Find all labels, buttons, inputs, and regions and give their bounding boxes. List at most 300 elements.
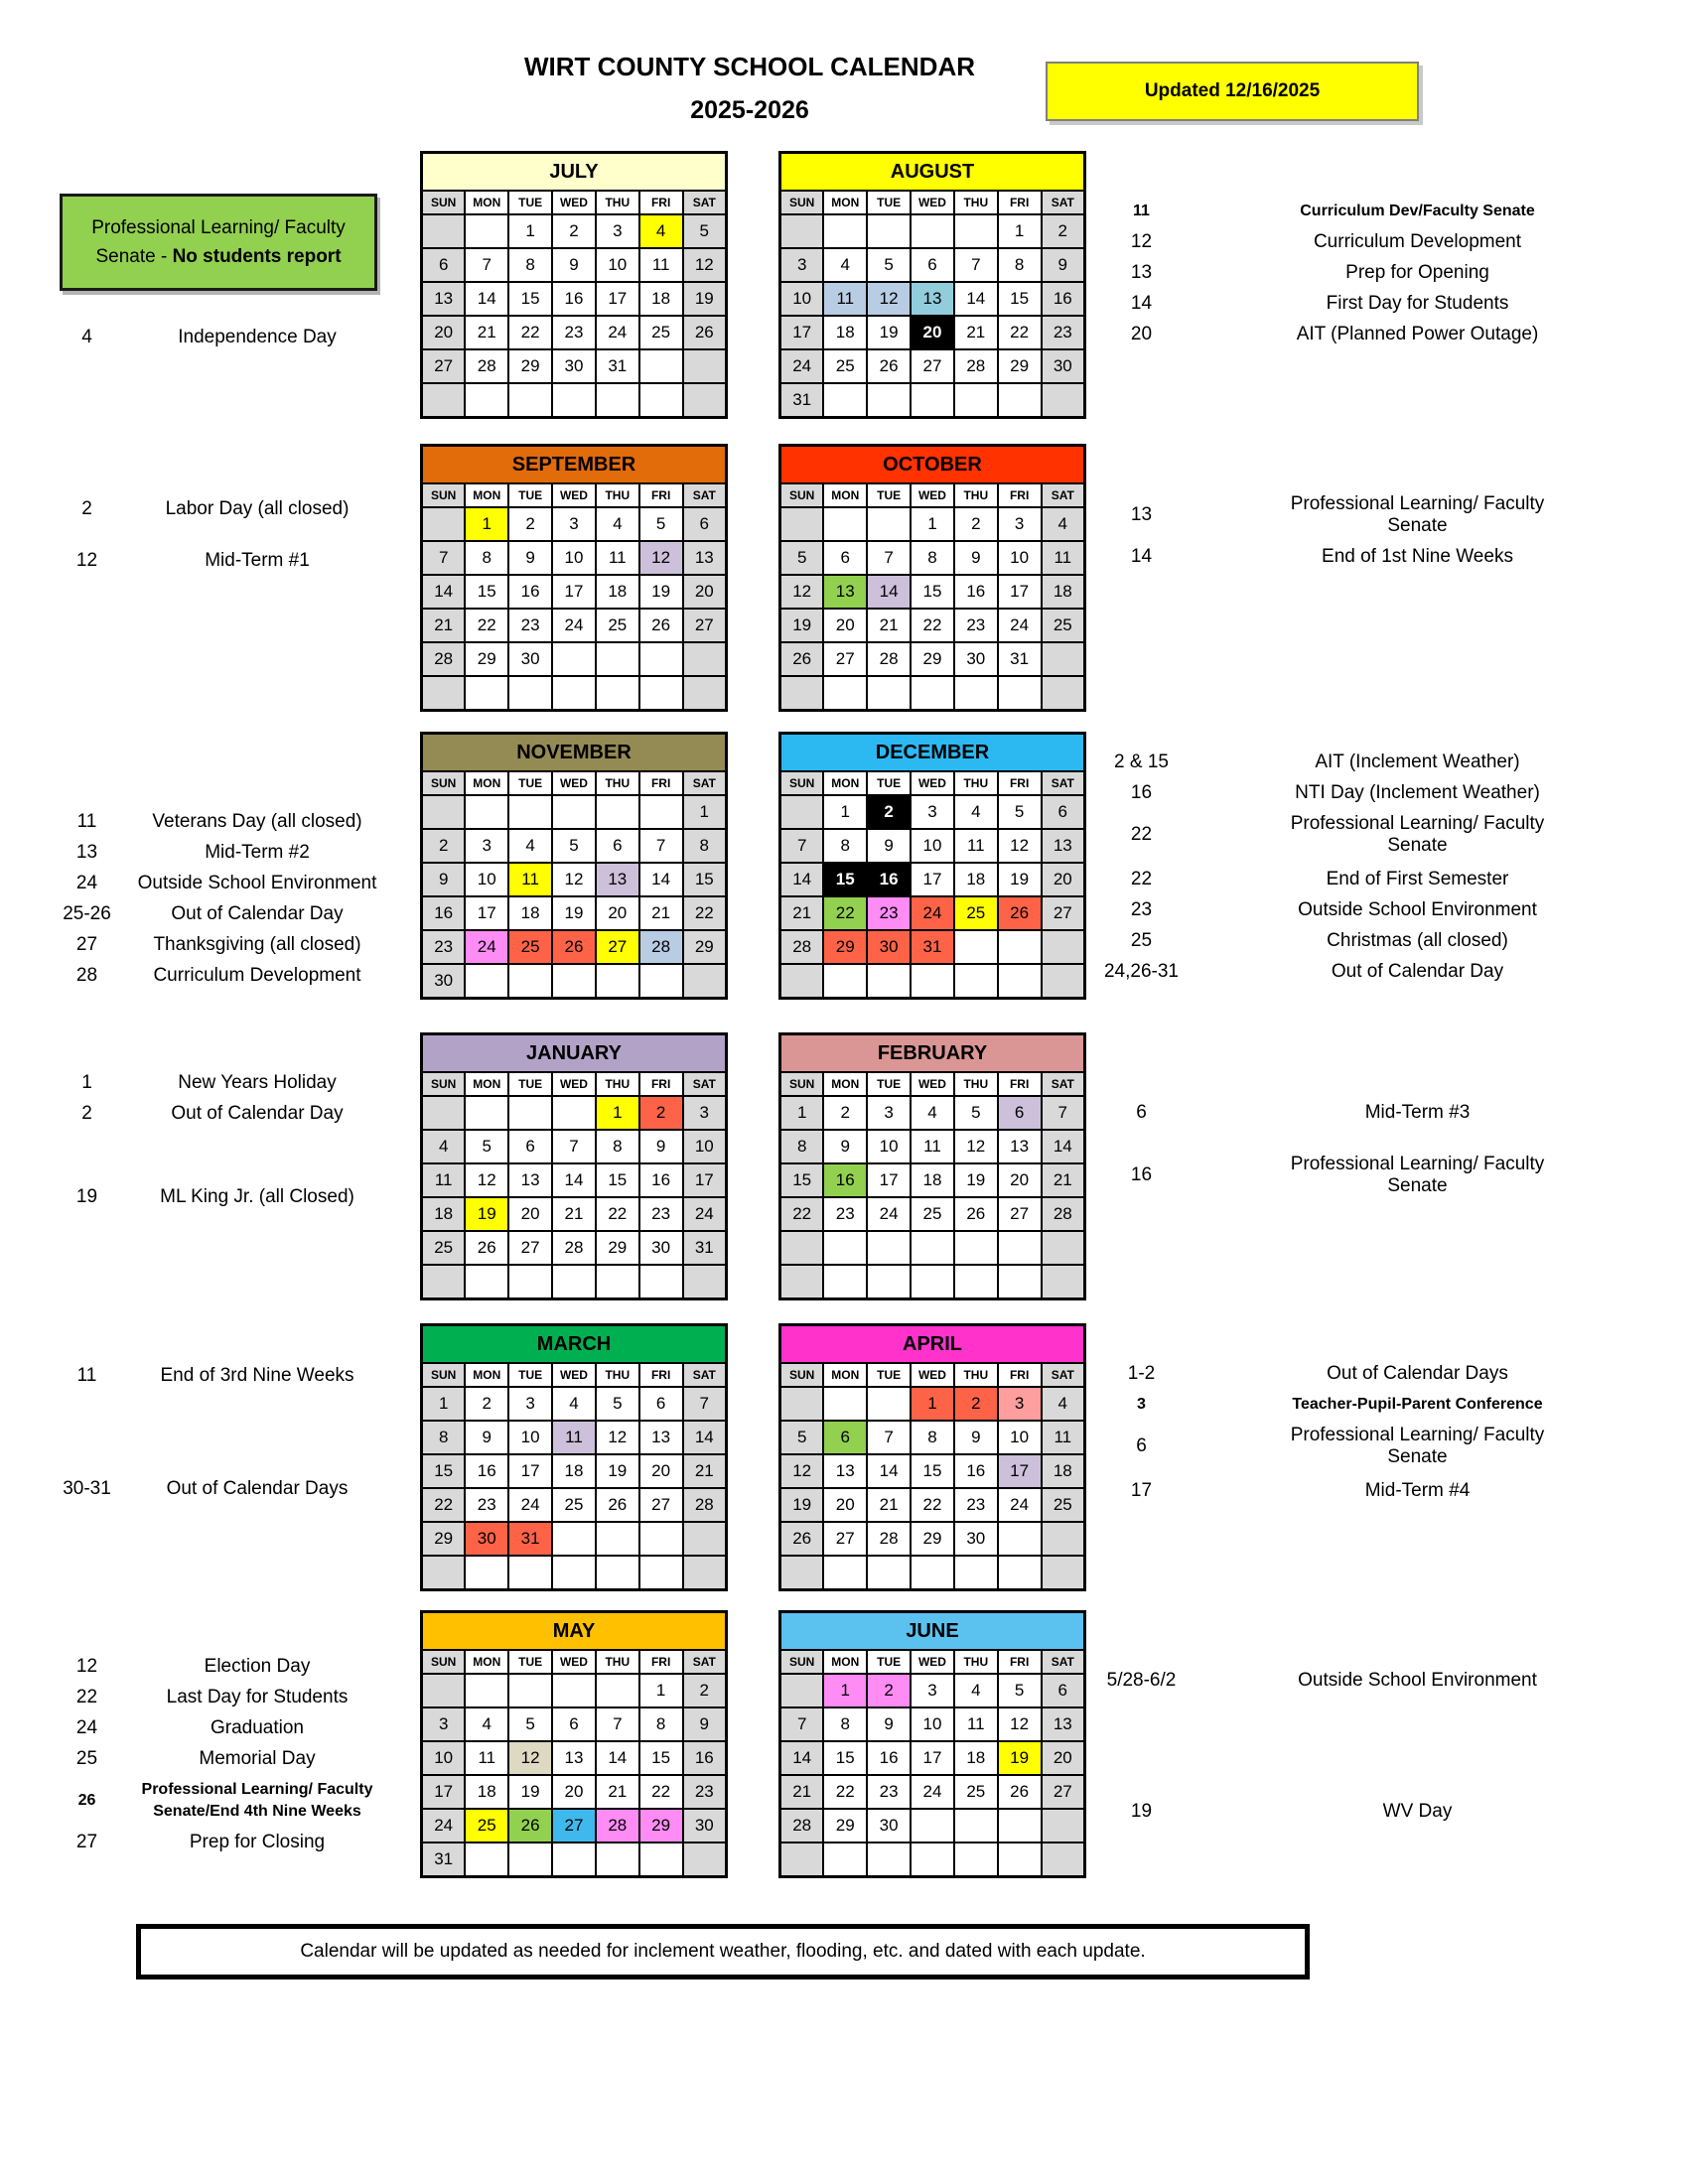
day-cell: 30 (683, 1809, 727, 1843)
dow-cell: SAT (1042, 771, 1085, 795)
month-calendar-april (778, 1323, 1086, 1591)
day-cell: 23 (465, 1488, 508, 1522)
day-cell: 23 (639, 1197, 683, 1231)
empty-cell (639, 964, 683, 999)
empty-cell (1042, 930, 1085, 964)
day-cell: 9 (465, 1421, 508, 1454)
empty-cell (552, 964, 596, 999)
left-annotations-jan (0, 1032, 380, 1217)
day-cell: 24 (998, 1488, 1042, 1522)
empty-cell (465, 1843, 508, 1877)
day-cell: 23 (867, 896, 911, 930)
day-cell: 6 (911, 248, 954, 282)
annotation-row (1094, 546, 1646, 568)
day-cell: 22 (823, 1775, 867, 1809)
annotation-row (1094, 1670, 1646, 1692)
day-cell: 8 (639, 1707, 683, 1741)
annotation-date: 25 (75, 1748, 98, 1769)
dow-cell: SAT (1042, 1072, 1085, 1096)
empty-cell (1042, 1231, 1085, 1265)
day-cell: 20 (823, 1488, 867, 1522)
day-cell: 17 (508, 1454, 552, 1488)
day-cell: 28 (596, 1809, 639, 1843)
day-cell: 7 (552, 1130, 596, 1163)
day-cell: 14 (683, 1421, 727, 1454)
annotation-date: 17 (1130, 1480, 1153, 1501)
day-cell: 6 (639, 1387, 683, 1421)
empty-cell (683, 1522, 727, 1556)
day-cell: 5 (998, 1674, 1042, 1707)
day-cell: 16 (954, 575, 998, 609)
calendar-slot-november (420, 732, 728, 1000)
day-cell: 10 (911, 1707, 954, 1741)
day-cell: 1 (465, 507, 508, 541)
right-notes-jun (1094, 1670, 1646, 1823)
empty-cell (867, 1387, 911, 1421)
annotation-label: End of 3rd Nine Weeks (160, 1365, 354, 1386)
day-cell: 2 (552, 214, 596, 248)
dow-cell: FRI (639, 483, 683, 507)
empty-cell (465, 1265, 508, 1299)
annotation-date: 5/28-6/2 (1106, 1670, 1177, 1691)
day-cell: 24 (552, 609, 596, 642)
annotation-row (40, 550, 380, 572)
day-cell: 22 (508, 316, 552, 349)
day-cell: 18 (465, 1775, 508, 1809)
empty-cell (823, 383, 867, 418)
dow-cell: FRI (639, 1650, 683, 1674)
day-cell: 30 (867, 1809, 911, 1843)
annotation-date: 11 (76, 1365, 97, 1386)
left-notes-jan (40, 1072, 380, 1208)
annotation-date: 19 (75, 1186, 98, 1207)
day-cell: 13 (1042, 1707, 1085, 1741)
empty-cell (596, 964, 639, 999)
annotation-date: 11 (1133, 203, 1150, 219)
day-cell: 3 (508, 1387, 552, 1421)
day-cell: 31 (508, 1522, 552, 1556)
empty-cell (823, 1556, 867, 1590)
right-notes-feb (1094, 1102, 1646, 1197)
empty-cell (954, 1231, 998, 1265)
dow-cell: THU (954, 1072, 998, 1096)
day-cell: 25 (465, 1809, 508, 1843)
annotation-date: 27 (75, 934, 98, 955)
day-cell: 14 (552, 1163, 596, 1197)
annotation-date: 27 (75, 1832, 98, 1852)
day-cell: 20 (998, 1163, 1042, 1197)
dow-cell: THU (954, 1650, 998, 1674)
dow-cell: SUN (422, 191, 466, 214)
empty-cell (552, 642, 596, 676)
left-notes-jul (40, 327, 380, 348)
day-cell: 22 (639, 1775, 683, 1809)
day-cell: 4 (954, 795, 998, 829)
annotation-label: Last Day for Students (166, 1687, 349, 1707)
annotation-row (1094, 751, 1646, 773)
day-cell: 9 (867, 829, 911, 863)
day-cell: 16 (552, 282, 596, 316)
day-cell: 17 (911, 1741, 954, 1775)
annotation-date: 13 (1130, 504, 1153, 525)
day-cell: 13 (998, 1130, 1042, 1163)
day-cell: 29 (823, 930, 867, 964)
day-cell: 23 (422, 930, 466, 964)
day-cell: 30 (422, 964, 466, 999)
day-cell: 29 (911, 1522, 954, 1556)
day-cell: 18 (639, 282, 683, 316)
left-annotations-jul (0, 151, 380, 357)
left-notes-nov (40, 811, 380, 987)
day-cell: 19 (596, 1454, 639, 1488)
day-cell: 18 (823, 316, 867, 349)
annotation-label: New Years Holiday (178, 1072, 337, 1093)
day-cell: 5 (954, 1096, 998, 1130)
day-cell: 14 (1042, 1130, 1085, 1163)
day-cell: 21 (780, 896, 824, 930)
annotation-row (1094, 813, 1646, 857)
annotation-date: 16 (1130, 1164, 1153, 1185)
annotation-date: 19 (1130, 1801, 1153, 1822)
day-cell: 16 (954, 1454, 998, 1488)
day-cell: 25 (823, 349, 867, 383)
day-cell: 20 (639, 1454, 683, 1488)
empty-cell (867, 1265, 911, 1299)
day-cell: 2 (954, 1387, 998, 1421)
empty-cell (422, 1556, 466, 1590)
empty-cell (508, 676, 552, 711)
annotation-label: Mid-Term #3 (1364, 1102, 1471, 1123)
dow-cell: SUN (780, 483, 824, 507)
dow-cell: SAT (1042, 483, 1085, 507)
right-notes-apr (1094, 1363, 1646, 1502)
empty-cell (954, 1265, 998, 1299)
day-cell: 26 (683, 316, 727, 349)
annotation-label: Curriculum Development (1313, 231, 1522, 252)
day-cell: 19 (508, 1775, 552, 1809)
day-cell: 18 (596, 575, 639, 609)
green-box-text-bold: No students report (172, 246, 342, 267)
calendar-title: WIRT COUNTY SCHOOL CALENDAR (523, 52, 976, 81)
empty-cell (780, 1231, 824, 1265)
month-header: OCTOBER (780, 446, 1085, 484)
day-cell: 14 (954, 282, 998, 316)
month-header: JULY (422, 153, 727, 192)
annotation-row (40, 965, 380, 987)
empty-cell (465, 214, 508, 248)
updated-date-box (1046, 62, 1419, 121)
annotation-label: WV Day (1382, 1801, 1453, 1822)
annotation-date: 25 (1130, 930, 1153, 951)
empty-cell (954, 964, 998, 999)
day-cell: 3 (998, 507, 1042, 541)
calendar-slot-december (778, 732, 1086, 1000)
month-header: MARCH (422, 1325, 727, 1364)
day-cell: 29 (683, 930, 727, 964)
dow-cell: WED (911, 1650, 954, 1674)
empty-cell (1042, 642, 1085, 676)
dow-cell: WED (552, 191, 596, 214)
empty-cell (639, 1843, 683, 1877)
empty-cell (422, 795, 466, 829)
day-cell: 17 (780, 316, 824, 349)
day-cell: 5 (780, 1421, 824, 1454)
day-cell: 3 (465, 829, 508, 863)
annotation-row (40, 873, 380, 894)
left-annotations-may (0, 1610, 380, 1862)
empty-cell (552, 383, 596, 418)
day-cell: 29 (465, 642, 508, 676)
empty-cell (465, 383, 508, 418)
day-cell: 10 (422, 1741, 466, 1775)
day-cell: 20 (911, 316, 954, 349)
day-cell: 30 (1042, 349, 1085, 383)
annotation-row (40, 1717, 380, 1739)
day-cell: 26 (552, 930, 596, 964)
day-cell: 7 (465, 248, 508, 282)
dow-cell: TUE (508, 1363, 552, 1387)
annotation-label: Outside School Environment (137, 873, 377, 893)
day-cell: 4 (422, 1130, 466, 1163)
empty-cell (780, 676, 824, 711)
day-cell: 20 (823, 609, 867, 642)
day-cell: 10 (683, 1130, 727, 1163)
right-annotations-jun (1094, 1610, 1646, 1832)
dow-cell: FRI (998, 191, 1042, 214)
left-annotations-mar (0, 1323, 380, 1509)
day-cell: 2 (465, 1387, 508, 1421)
annotation-date: 24,26-31 (1103, 961, 1179, 982)
annotation-label: Out of Calendar Day (1331, 961, 1504, 982)
empty-cell (911, 214, 954, 248)
empty-cell (867, 964, 911, 999)
no-students-report-box (60, 194, 377, 291)
annotation-date: 1 (81, 1072, 92, 1093)
day-cell: 29 (508, 349, 552, 383)
empty-cell (683, 1843, 727, 1877)
empty-cell (552, 1096, 596, 1130)
day-cell: 24 (867, 1197, 911, 1231)
empty-cell (465, 676, 508, 711)
empty-cell (552, 1522, 596, 1556)
empty-cell (867, 1231, 911, 1265)
empty-cell (823, 507, 867, 541)
empty-cell (596, 642, 639, 676)
day-cell: 28 (780, 1809, 824, 1843)
annotation-row (40, 1186, 380, 1208)
day-cell: 11 (823, 282, 867, 316)
day-cell: 17 (422, 1775, 466, 1809)
dow-cell: MON (823, 191, 867, 214)
annotation-label: Mid-Term #2 (205, 842, 310, 863)
annotation-row (40, 1687, 380, 1708)
empty-cell (823, 1231, 867, 1265)
annotation-label: AIT (Inclement Weather) (1315, 751, 1520, 772)
empty-cell (998, 1231, 1042, 1265)
day-cell: 8 (508, 248, 552, 282)
day-cell: 29 (596, 1231, 639, 1265)
day-cell: 23 (552, 316, 596, 349)
empty-cell (867, 507, 911, 541)
empty-cell (780, 1674, 824, 1707)
day-cell: 28 (465, 349, 508, 383)
day-cell: 4 (954, 1674, 998, 1707)
dow-cell: WED (552, 1650, 596, 1674)
annotation-label: Memorial Day (199, 1748, 316, 1769)
day-cell: 10 (780, 282, 824, 316)
day-cell: 2 (954, 507, 998, 541)
day-cell: 7 (1042, 1096, 1085, 1130)
day-cell: 28 (780, 930, 824, 964)
day-cell: 10 (465, 863, 508, 896)
day-cell: 3 (780, 248, 824, 282)
dow-cell: FRI (639, 771, 683, 795)
day-cell: 5 (780, 541, 824, 575)
empty-cell (954, 214, 998, 248)
day-cell: 18 (422, 1197, 466, 1231)
day-cell: 28 (954, 349, 998, 383)
empty-cell (508, 1096, 552, 1130)
day-cell: 25 (639, 316, 683, 349)
empty-cell (954, 930, 998, 964)
day-cell: 11 (954, 829, 998, 863)
day-cell: 21 (867, 609, 911, 642)
day-cell: 21 (596, 1775, 639, 1809)
day-cell: 25 (596, 609, 639, 642)
day-cell: 7 (683, 1387, 727, 1421)
annotation-label: Outside School Environment (1298, 899, 1537, 920)
day-cell: 13 (639, 1421, 683, 1454)
empty-cell (911, 1843, 954, 1877)
day-cell: 28 (1042, 1197, 1085, 1231)
day-cell: 20 (596, 896, 639, 930)
right-annotations-aug (1094, 151, 1646, 354)
month-calendar-august (778, 151, 1086, 419)
day-cell: 1 (422, 1387, 466, 1421)
day-cell: 2 (867, 795, 911, 829)
annotation-date: 20 (1130, 324, 1153, 344)
day-cell: 9 (422, 863, 466, 896)
day-cell: 11 (596, 541, 639, 575)
annotation-date: 2 (81, 1103, 92, 1124)
day-cell: 13 (683, 541, 727, 575)
empty-cell (823, 1843, 867, 1877)
day-cell: 14 (465, 282, 508, 316)
month-calendar-may (420, 1610, 728, 1878)
annotation-row (40, 1779, 380, 1823)
day-cell: 16 (823, 1163, 867, 1197)
annotation-label: Curriculum Development (153, 965, 361, 986)
right-annotations-dec (1094, 732, 1646, 992)
dow-cell: MON (465, 483, 508, 507)
day-cell: 3 (683, 1096, 727, 1130)
day-cell: 7 (867, 1421, 911, 1454)
dow-cell: MON (465, 1363, 508, 1387)
day-cell: 12 (683, 248, 727, 282)
day-cell: 14 (422, 575, 466, 609)
annotation-row (1094, 1480, 1646, 1502)
dow-cell: THU (596, 1072, 639, 1096)
calendar-slot-september (420, 444, 728, 712)
day-cell: 6 (823, 1421, 867, 1454)
day-cell: 11 (639, 248, 683, 282)
empty-cell (954, 383, 998, 418)
annotation-row (1094, 1102, 1646, 1124)
day-cell: 17 (552, 575, 596, 609)
empty-cell (911, 676, 954, 711)
dow-cell: THU (596, 483, 639, 507)
empty-cell (422, 676, 466, 711)
day-cell: 27 (911, 349, 954, 383)
annotation-date: 13 (75, 842, 98, 863)
day-cell: 7 (422, 541, 466, 575)
day-cell: 6 (1042, 795, 1085, 829)
day-cell: 26 (508, 1809, 552, 1843)
green-box-text: Professional Learning/ Faculty Senate - (91, 217, 346, 267)
dow-cell: SAT (683, 771, 727, 795)
annotation-row (40, 903, 380, 925)
dow-cell: TUE (867, 1650, 911, 1674)
day-cell: 1 (911, 507, 954, 541)
day-cell: 24 (596, 316, 639, 349)
day-cell: 30 (552, 349, 596, 383)
day-cell: 26 (780, 1522, 824, 1556)
empty-cell (780, 795, 824, 829)
day-cell: 13 (911, 282, 954, 316)
annotation-date: 14 (1130, 546, 1153, 567)
dow-cell: MON (823, 771, 867, 795)
day-cell: 11 (508, 863, 552, 896)
dow-cell: THU (596, 191, 639, 214)
annotation-label: Professional Learning/ Faculty Senate (1290, 813, 1545, 856)
day-cell: 3 (911, 1674, 954, 1707)
empty-cell (465, 1096, 508, 1130)
annotation-date: 6 (1136, 1435, 1147, 1456)
day-cell: 5 (998, 795, 1042, 829)
empty-cell (683, 676, 727, 711)
day-cell: 12 (780, 1454, 824, 1488)
day-cell: 20 (1042, 863, 1085, 896)
annotation-date: 1-2 (1127, 1363, 1156, 1384)
dow-cell: FRI (998, 1650, 1042, 1674)
annotation-row (1094, 201, 1646, 222)
day-cell: 18 (954, 1741, 998, 1775)
dow-cell: WED (552, 483, 596, 507)
empty-cell (1042, 964, 1085, 999)
day-cell: 4 (465, 1707, 508, 1741)
empty-cell (683, 1265, 727, 1299)
day-cell: 1 (639, 1674, 683, 1707)
day-cell: 19 (998, 863, 1042, 896)
day-cell: 31 (911, 930, 954, 964)
annotation-date: 11 (76, 811, 97, 832)
month-header: SEPTEMBER (422, 446, 727, 484)
day-cell: 27 (552, 1809, 596, 1843)
day-cell: 2 (1042, 214, 1085, 248)
annotation-label: Professional Learning/ Faculty Senate (1290, 1425, 1545, 1467)
empty-cell (823, 1265, 867, 1299)
day-cell: 6 (823, 541, 867, 575)
empty-cell (823, 964, 867, 999)
empty-cell (780, 1843, 824, 1877)
dow-cell: SUN (780, 771, 824, 795)
dow-cell: FRI (639, 1072, 683, 1096)
annotation-label: Out of Calendar Days (1327, 1363, 1508, 1384)
empty-cell (422, 1096, 466, 1130)
empty-cell (596, 1843, 639, 1877)
annotation-row (1094, 493, 1646, 537)
empty-cell (1042, 1556, 1085, 1590)
